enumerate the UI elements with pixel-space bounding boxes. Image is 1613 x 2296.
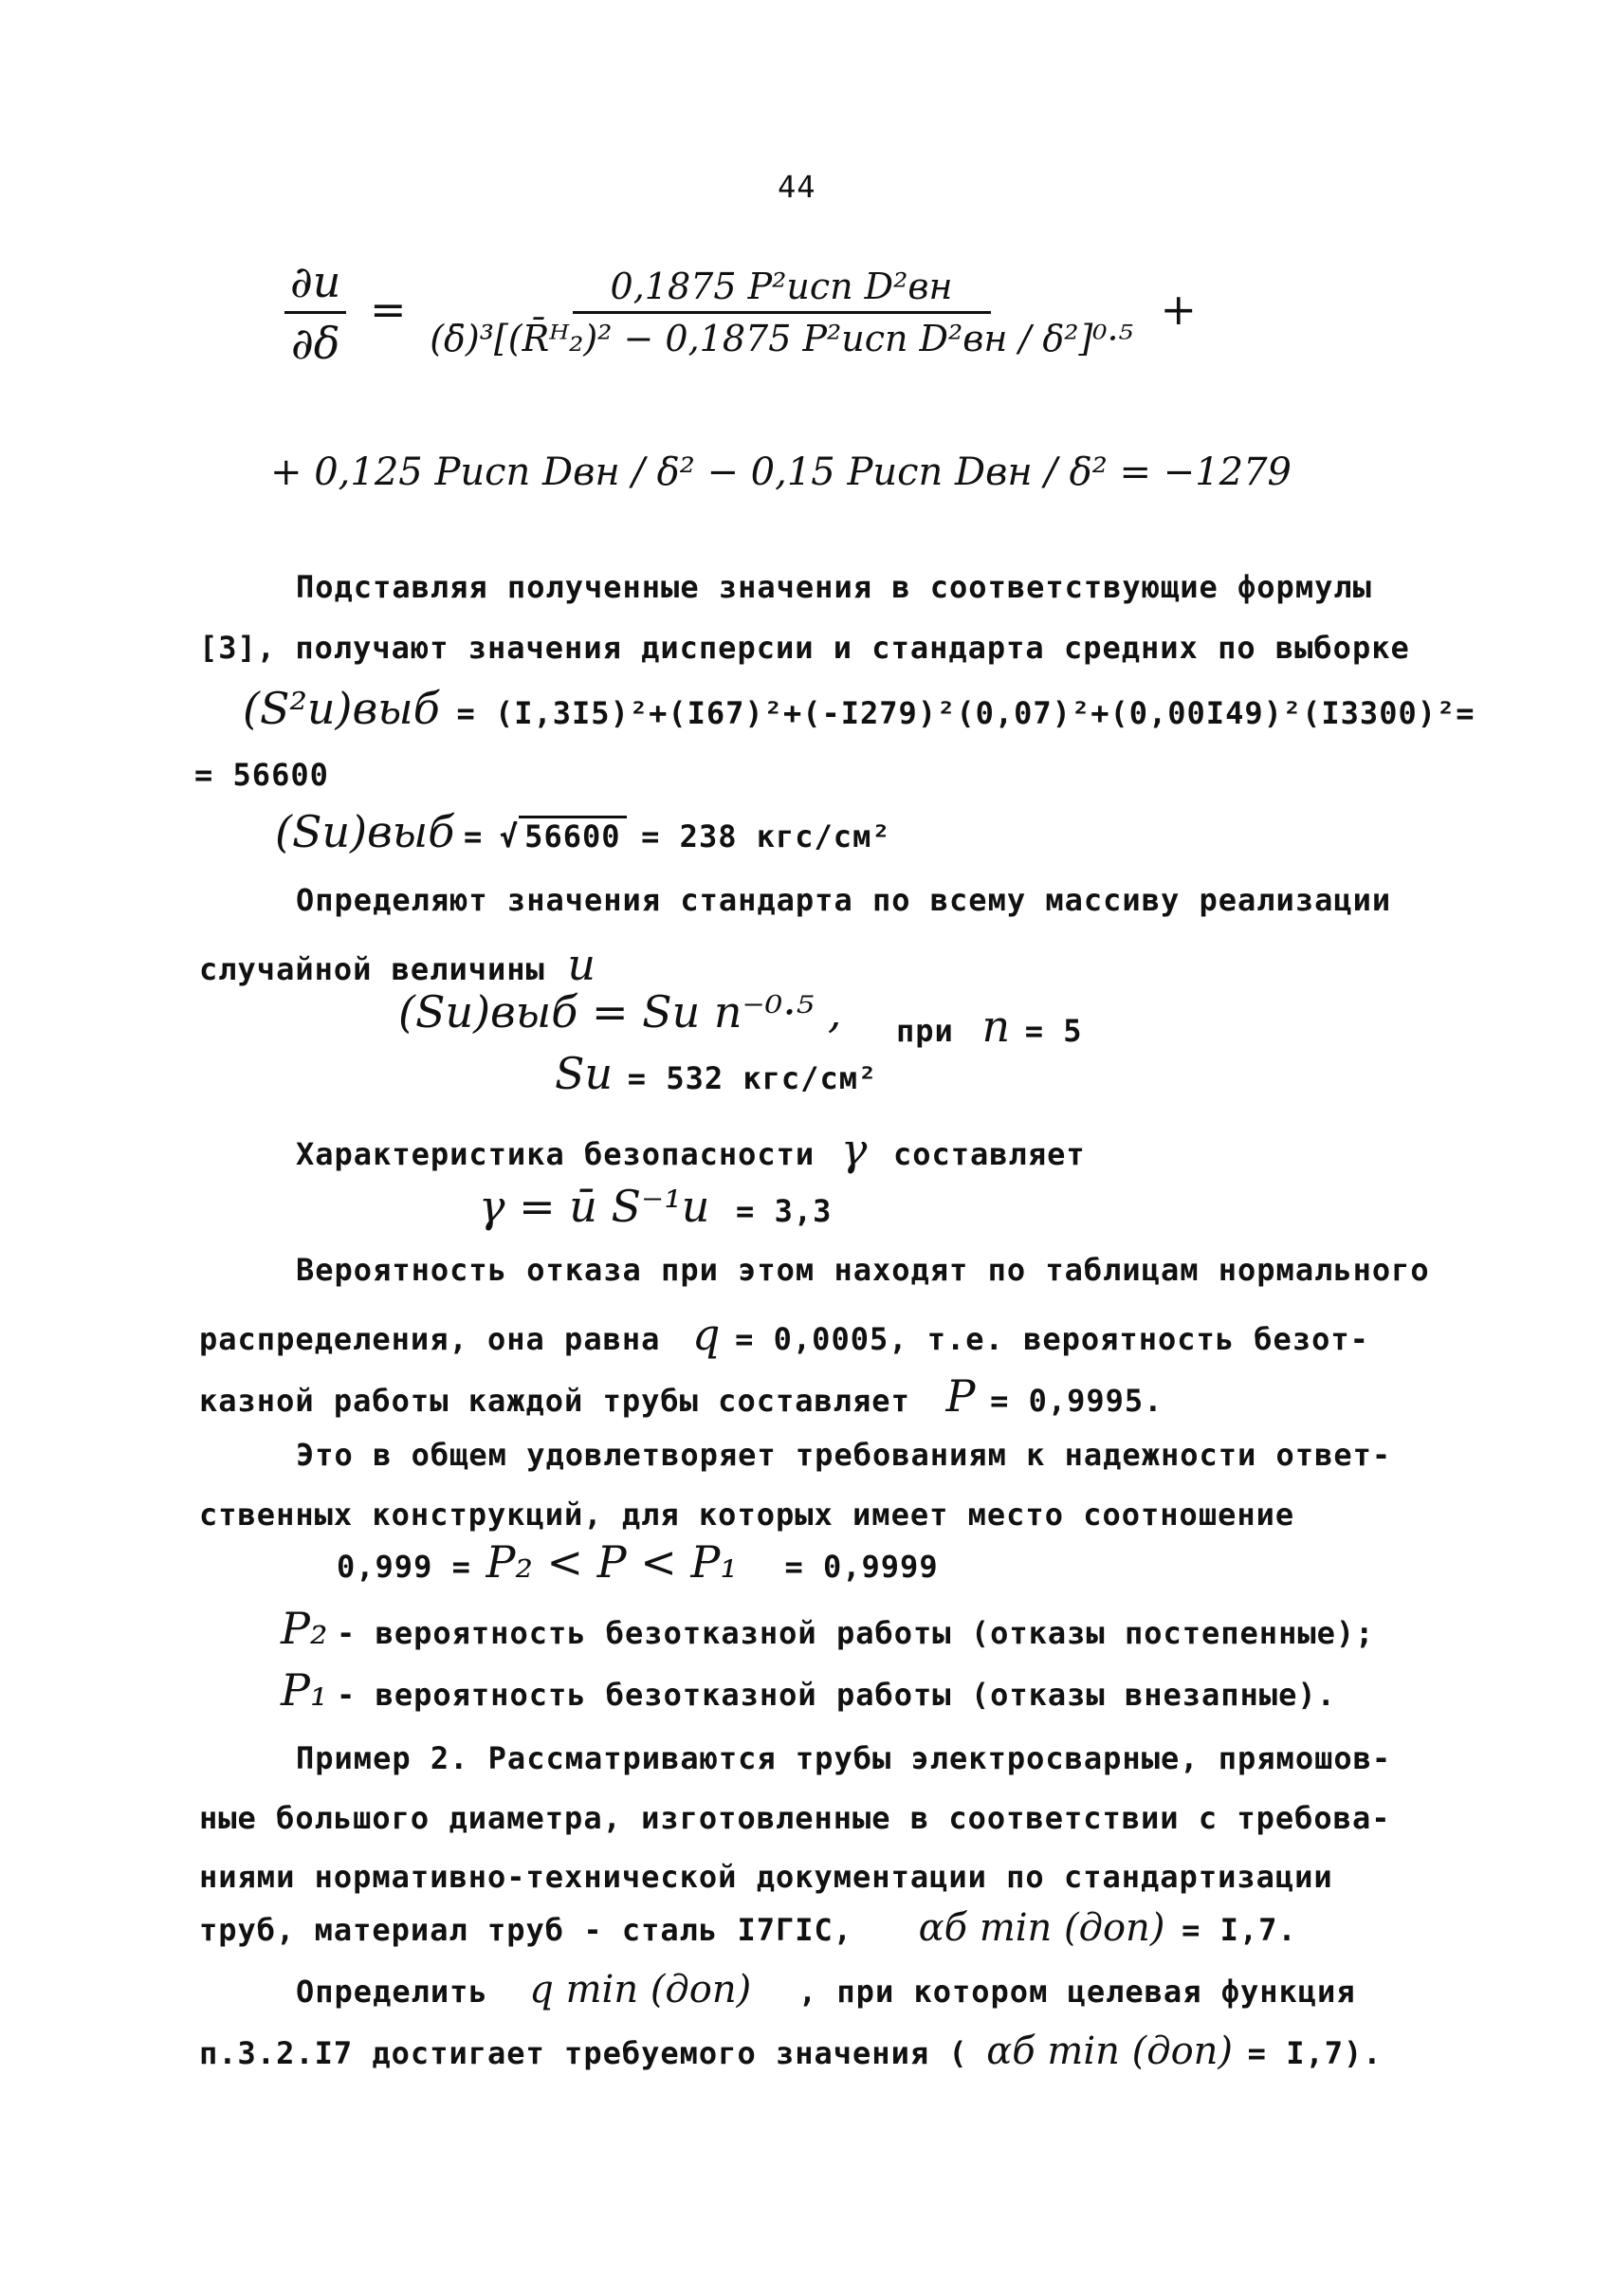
equation-su-value bbox=[555, 1048, 877, 1099]
paragraph-4-line-3 bbox=[199, 1370, 1163, 1422]
paragraph-7-alpha-variable: αб min (доп) bbox=[986, 2030, 1234, 2073]
equation-standard-result: = 238 кгс/см² bbox=[641, 818, 891, 854]
equation-standard-sqrt-value: 56600 bbox=[519, 816, 626, 854]
paragraph-5-line-2: ственных конструкций, для которых имеет место соотношение bbox=[199, 1497, 1295, 1533]
paragraph-7-line-1-tail: , при котором целевая функция bbox=[797, 1974, 1356, 2010]
equation-condition-variable: n bbox=[981, 1001, 1011, 1052]
equation-lhs-denominator: ∂δ bbox=[290, 318, 340, 369]
equation-equals-sign: = bbox=[370, 283, 407, 335]
paragraph-6-line-3: ниями нормативно-технической документации по стандартизации bbox=[199, 1859, 1333, 1895]
paragraph-7-q-variable: q min (доп) bbox=[529, 1968, 752, 2011]
equation-safety-value: = 3,3 bbox=[736, 1193, 833, 1229]
equation-range-right: = 0,9999 bbox=[784, 1549, 939, 1585]
equation-probability-range bbox=[337, 1536, 939, 1588]
equation-range-middle: P₂ < P < P₁ bbox=[486, 1536, 738, 1588]
paragraph-7-line-1 bbox=[296, 1968, 1356, 2011]
paragraph-4-line-3-tail: = 0,9995. bbox=[990, 1383, 1164, 1419]
equation-line-2: + 0,125 Pисп Dвн / δ² − 0,15 Pисп Dвн / δ² = −1279 bbox=[270, 450, 1292, 494]
equation-lhs-numerator: ∂u bbox=[284, 256, 346, 314]
paragraph-7-line-2-tail: = I,7). bbox=[1247, 2035, 1383, 2071]
paragraph-7-line-2 bbox=[199, 2030, 1383, 2073]
equation-population-standard bbox=[398, 986, 842, 1038]
paragraph-4-line-2-text: распределения, она равна bbox=[199, 1321, 661, 1357]
paragraph-1-line-2: [3], получают значения дисперсии и стандарта средних по выборке bbox=[199, 630, 1410, 666]
equation-main-denominator: (δ̄)³[(R̄ᴴ₂)² − 0,1875 P²исп D²вн / δ²]⁰·⁵ bbox=[430, 318, 1133, 359]
paragraph-5-line-1: Это в общем удовлетворяет требованиям к надежности ответ- bbox=[296, 1437, 1392, 1473]
page-number: 44 bbox=[778, 169, 816, 205]
definition-p2-variable: P₂ bbox=[281, 1603, 328, 1654]
equation-variance-result: = 56600 bbox=[194, 757, 329, 793]
paragraph-4-line-2 bbox=[199, 1309, 1369, 1360]
paragraph-3-variable: γ bbox=[840, 1124, 868, 1175]
equation-variance bbox=[243, 683, 1476, 734]
equation-condition-value: = 5 bbox=[1024, 1013, 1083, 1049]
paragraph-4-line-2-tail: = 0,0005, т.е. вероятность безот- bbox=[735, 1321, 1369, 1357]
paragraph-6-line-2: ные большого диаметра, изготовленные в соответствии с требова- bbox=[199, 1800, 1391, 1836]
paragraph-3 bbox=[296, 1124, 1086, 1175]
paragraph-7-line-1-text: Определить bbox=[296, 1974, 488, 2010]
paragraph-4-line-3-text: казной работы каждой трубы составляет bbox=[199, 1383, 910, 1419]
equation-su-result: = 532 кгс/см² bbox=[627, 1060, 878, 1096]
equation-derivative bbox=[284, 256, 1197, 369]
paragraph-6-line-4-text: труб, материал труб - сталь I7ГIС, bbox=[199, 1912, 853, 1948]
paragraph-6-line-4 bbox=[199, 1906, 1297, 1950]
definition-p1-text: - вероятность безотказной работы (отказы внезапные). bbox=[337, 1677, 1336, 1713]
paragraph-6-line-1: Пример 2. Рассматриваются трубы электросварные, прямошов- bbox=[296, 1740, 1392, 1776]
equation-standard-eq: = bbox=[464, 818, 484, 854]
paragraph-3-tail: составляет bbox=[892, 1136, 1086, 1172]
equation-standard-lhs: (Su)выб bbox=[275, 806, 455, 857]
equation-main-fraction bbox=[430, 266, 1133, 359]
equation-condition-text: при bbox=[896, 1013, 954, 1049]
paragraph-3-text: Характеристика безопасности bbox=[296, 1136, 816, 1172]
equation-variance-lhs: (S²u)выб bbox=[243, 683, 440, 734]
paragraph-4-q-variable: q bbox=[692, 1309, 721, 1360]
equation-safety-expr: γ = ū S⁻¹u bbox=[479, 1181, 710, 1232]
paragraph-4-line-1: Вероятность отказа при этом находят по таблицам нормального bbox=[296, 1252, 1430, 1288]
paragraph-7-line-2-text: п.3.2.I7 достигает требуемого значения ( bbox=[199, 2035, 968, 2071]
equation-population-lhs: (Su)выб = Su n⁻⁰·⁵ , bbox=[398, 986, 842, 1038]
equation-main-numerator: 0,1875 P²исп D²вн bbox=[573, 266, 991, 314]
definition-p1 bbox=[281, 1664, 1336, 1716]
paragraph-4-p-variable: P bbox=[945, 1370, 976, 1422]
equation-lhs-fraction bbox=[284, 256, 346, 369]
paragraph-1-line-1: Подставляя полученные значения в соответствующие формулы bbox=[296, 569, 1372, 605]
equation-condition bbox=[896, 1001, 1083, 1052]
equation-range-left: 0,999 = bbox=[337, 1549, 471, 1585]
equation-safety bbox=[479, 1181, 832, 1232]
paragraph-2-line-1: Определяют значения стандарта по всему массиву реализации bbox=[296, 882, 1392, 918]
paragraph-2-line-2 bbox=[199, 939, 596, 990]
paragraph-2-variable: u bbox=[567, 939, 596, 990]
equation-standard bbox=[275, 806, 891, 857]
paragraph-6-alpha-variable: αб min (доп) bbox=[918, 1906, 1165, 1950]
paragraph-6-line-4-tail: = I,7. bbox=[1182, 1912, 1297, 1948]
definition-p2 bbox=[281, 1603, 1374, 1654]
definition-p1-variable: P₁ bbox=[281, 1664, 328, 1716]
paragraph-2-text: случайной величины bbox=[199, 951, 545, 987]
equation-standard-sqrt: √ 56600 bbox=[500, 818, 627, 854]
equation-variance-rhs: = (I,3I5)²+(I67)²+(-I279)²(0,07)²+(0,00I49)²(I3300)²= bbox=[456, 695, 1476, 731]
definition-p2-text: - вероятность безотказной работы (отказы постепенные); bbox=[337, 1615, 1375, 1651]
equation-plus-sign: + bbox=[1160, 283, 1198, 335]
equation-su-variable: Su bbox=[555, 1048, 614, 1099]
